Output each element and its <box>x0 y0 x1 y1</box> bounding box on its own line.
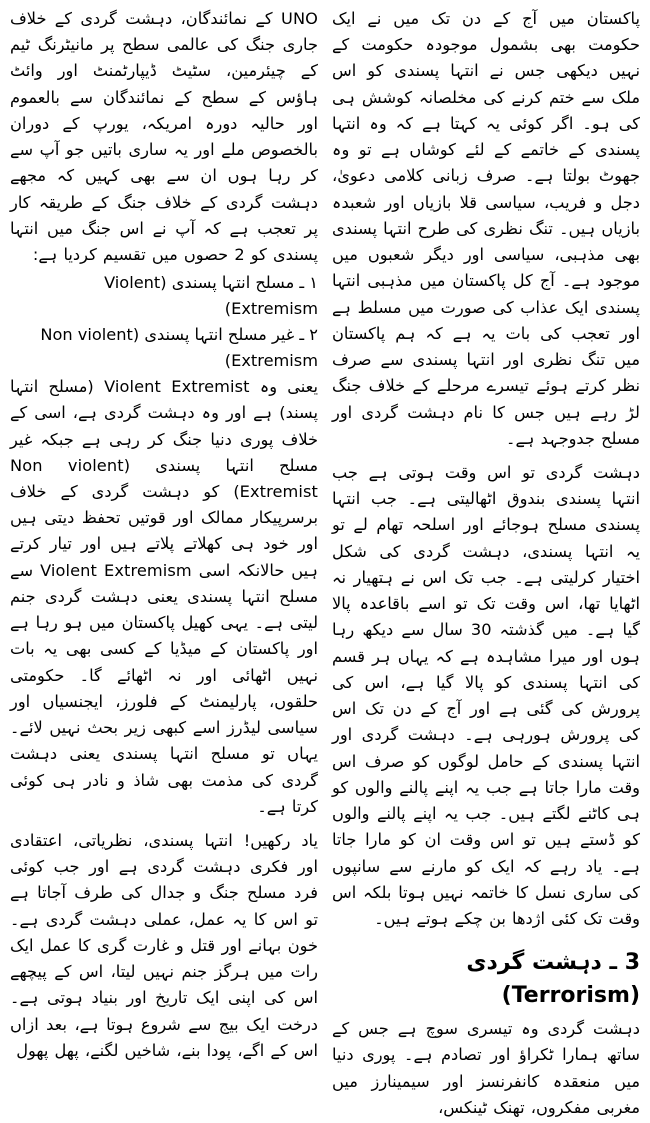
paragraph: UNO کے نمائندگان، دہشت گردی کے خلاف جاری جنگ کی عالمی سطح پر مانیٹرنگ ٹیم کے چیئرمین، سٹیٹ ڈیپارٹمنٹ اور وائٹ ہاؤس کے سطح کے نمائندگان سے بالعموم اور حالیہ دورہ امریکہ، یورپ کے دوران بالخصوص ملے اور یہ ساری باتیں جو آپ سے کر رہا ہوں ان سے بھی کہیں کہ مجھے دہشت گردی کے خلاف جنگ کے طریقہ کار پر تعجب ہے کہ آپ نے اس جنگ میں انتہا پسندی کو 2 حصوں میں تقسیم کردیا ہے: <box>10 9 318 265</box>
paragraph: پاکستان میں آج کے دن تک میں نے ایک حکومت بھی بشمول موجودہ حکومت کے نہیں دیکھی جس نے انتہا پسندی کو اس ملک سے ختم کرنے کی مخلصانہ کوشش ہی کی ہو۔ اگر کوئی یہ کہتا ہے کہ وہ انتہا پسندی کے خاتمے کے لئے کوشاں ہے تو وہ جھوٹ بولتا ہے۔ صرف زبانی کلامی دعویٰ، دجل و فریب، سیاسی قلا بازیاں اور شعبدہ بازیاں ہیں۔ تنگ نظری کی طرح انتہا پسندی بھی مذہبی، سیاسی اور دیگر شعبوں میں موجود ہے۔ آج کل پاکستان میں مذہبی انتہا پسندی ایک عذاب کی صورت میں مسلط ہے اور تعجب کی بات یہ ہے کہ ہم پاکستان میں تنگ نظری اور انتہا پسندی سے صرف نظر کرتے ہوئے تیسرے مرحلے کے خلاف جنگ لڑ رہے ہیں جس کا نام دہشت گردی اور مسلح جدوجہد ہے۔ <box>332 9 640 448</box>
paragraph: یاد رکھیں! انتہا پسندی، نظریاتی، اعتقادی اور فکری دہشت گردی ہے اور جب کوئی فرد مسلح جنگ و جدال کی طرف آجاتا ہے تو اس کا یہ عمل، عملی دہشت گردی ہے۔ خون بہانے اور قتل و غارت گری کا عمل ایک رات میں ہرگز جنم نہیں لیتا، اس کے پیچھے اس کی اپنی ایک تاریخ اور بنیاد ہوتی ہے۔ درخت ایک بیج سے شروع ہوتا ہے، بعد ازاں اس کے اگے، پودا بنے، شاخیں لگنے، پھل پھول <box>10 831 318 1060</box>
right-text-column <box>328 6 640 1123</box>
list-item: ۲ ـ غیر مسلح انتہا پسندی (Non violent Extremism) <box>40 325 318 371</box>
section-heading-terrorism: 3 ـ دہشت گردی (Terrorism) <box>466 950 640 1009</box>
left-text-column <box>10 6 322 1066</box>
list-item: ۱ ـ مسلح انتہا پسندی (Violent Extremism) <box>104 273 318 319</box>
paragraph: دہشت گردی تو اس وقت ہوتی ہے جب انتہا پسندی بندوق اٹھالیتی ہے۔ جب انتہا پسندی مسلح ہوجائے اور اسلحہ تھام لے تو یہ انتہا پسندی، دہشت گردی کی شکل اختیار کرلیتی ہے۔ جب تک اس نے ہتھیار نہ اٹھایا تھا، اس وقت تک تو اسے باقاعدہ پالا گیا ہے۔ میں گذشتہ 30 سال سے دیکھ رہا ہوں اور میرا مشاہدہ ہے کہ یہاں ہر قسم کی انتہا پسندی کو پالا گیا ہے، اس کی پرورش کی گئی ہے اور آج کے دن تک اس کی پرورش ہورہی ہے۔ دہشت گردی اور انتہا پسندی کے حامل لوگوں کو صرف اس وقت مارا جاتا ہے جب یہ اپنے پالنے والوں کو ہی کاٹنے لگتے ہیں۔ جب یہ اپنے پالنے والوں کو ڈستے ہیں تو اس وقت ان کو مارا جاتا ہے۔ یاد رہے کہ ایک کو مارنے سے سانپوں کی ساری نسل کا خاتمہ نہیں ہوتا بلکہ اس وقت تک کئی اژدھا بن چکے ہوتے ہیں۔ <box>332 462 640 928</box>
paragraph: یعنی وہ Violent Extremist (مسلح انتہا پسند) ہے اور وہ دہشت گردی ہے، اسی کے خلاف پوری دنیا جنگ کر رہی ہے جبکہ غیر مسلح انتہا پسندی (Non violent Extremist) کو دہشت گردی کے خلاف برسرپیکار ممالک اور قوتیں تحفظ دیتی ہیں اور خود ہی کھلاتے پلاتے ہیں اور تیار کرتے ہیں حالانکہ اسی Violent Extremism سے مسلح انتہا پسندی یعنی دہشت گردی جنم لیتی ہے۔ یہی کھیل پاکستان میں ہو رہا ہے اور پاکستان کے میڈیا کے کسی بھی یہ بات نہیں اٹھائی اور نہ اٹھائے گا۔ حکومتی حلقوں، پارلیمنٹ کے فلورز، ایجنسیاں اور سیاسی لیڈرز اسے کبھی زیر بحث نہیں لائے۔ یہاں تو مسلح انتہا پسندی یعنی دہشت گردی کی مذمت بھی شاذ و نادر ہی کوئی کرتا ہے۔ <box>10 377 319 816</box>
paragraph: دہشت گردی وہ تیسری سوچ ہے جس کے ساتھ ہمارا ٹکراؤ اور تصادم ہے۔ پوری دنیا میں منعقدہ کانفرنسز اور سیمینارز میں مغربی مفکروں، تھنک ٹینکس، <box>332 1019 640 1117</box>
